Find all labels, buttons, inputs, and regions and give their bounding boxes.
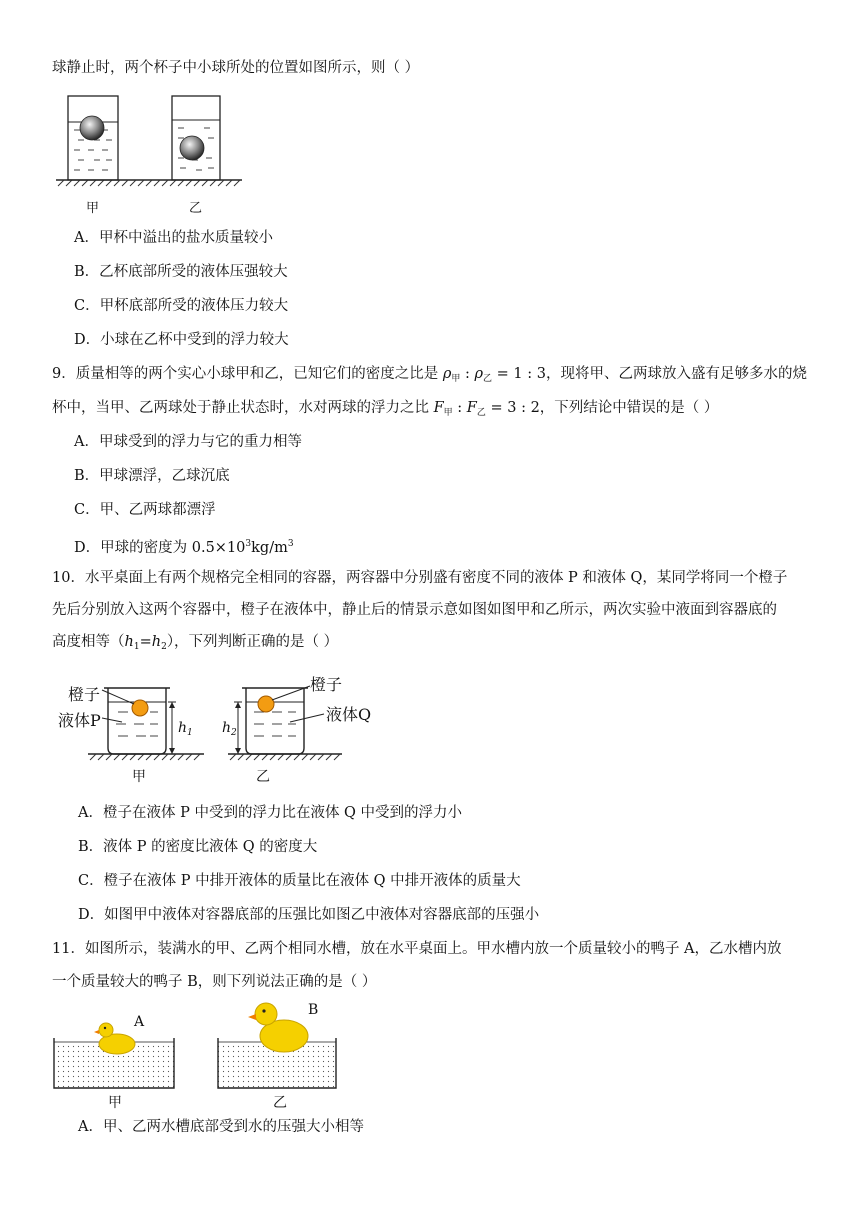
sub-1: 1 (187, 728, 193, 738)
q11-label-yi: 乙 (273, 1095, 287, 1111)
density-ratio-value: = 1 : 3 (492, 366, 546, 382)
q9-option-d-prefix: D．甲球的密度为 (74, 540, 192, 556)
sub-jia: 甲 (451, 374, 461, 384)
q8-figure (52, 92, 252, 217)
q9-option-d (74, 534, 294, 558)
q9-text: ，现将甲、乙两球放入盛有足够多水的烧 (545, 366, 807, 382)
label-liquid-q: 液体Q (326, 705, 372, 724)
q9-text: 9．质量相等的两个实心小球甲和乙，已知它们的密度之比是 (52, 366, 443, 382)
q8-option-d: D．小球在乙杯中受到的浮力较大 (74, 332, 289, 348)
orange-in-q (258, 696, 274, 712)
q8-stem-tail: 球静止时，两个杯子中小球所处的位置如图所示，则（ ） (52, 60, 420, 76)
rho-symbol: ρ (474, 366, 484, 382)
ratio-colon: : (460, 366, 475, 382)
exponent: 3 (245, 539, 252, 549)
sub-jia: 甲 (443, 408, 453, 418)
unit-exponent: 3 (287, 539, 294, 549)
q9-text: 杯中，当甲、乙两球处于静止状态时，水对两球的浮力之比 (52, 400, 434, 416)
force-symbol: F (466, 400, 477, 416)
h-symbol: h (124, 634, 134, 650)
q10-stem-line-2: 先后分别放入这两个容器中，橙子在液体中，静止后的情景示意如图如图甲和乙所示，两次实验中液面到容器底的 (52, 602, 777, 618)
q10-label-yi: 乙 (256, 769, 270, 785)
unit: kg/m (251, 540, 288, 556)
q8-option-c: C．甲杯底部所受的液体压力较大 (74, 298, 289, 314)
q9-stem-line-1 (52, 364, 807, 389)
q9-text: ，下列结论中错误的是（ ） (539, 400, 719, 416)
q10-figure (56, 668, 376, 788)
q10-text: ），下列判断正确的是（ ） (166, 634, 339, 650)
q10-option-b: B．液体 P 的密度比液体 Q 的密度大 (78, 839, 318, 855)
equals: = (139, 634, 152, 650)
q9-option-a: A．甲球受到的浮力与它的重力相等 (74, 434, 302, 450)
q8-cups-diagram (52, 92, 252, 217)
q8-option-b: B．乙杯底部所受的液体压强较大 (74, 264, 288, 280)
q11-option-a: A．甲、乙两水槽底部受到水的压强大小相等 (78, 1119, 364, 1135)
q11-tanks-diagram (52, 1000, 352, 1110)
q10-stem-line-3 (52, 632, 338, 657)
orange-in-p (132, 700, 148, 716)
q9-stem-line-2 (52, 398, 718, 423)
q8-ball-yi (180, 136, 204, 160)
label-orange-right: 橙子 (310, 675, 343, 694)
q11-stem-line-2: 一个质量较大的鸭子 B，则下列说法正确的是（ ） (52, 974, 377, 990)
q10-option-d: D．如图甲中液体对容器底部的压强比如图乙中液体对容器底部的压强小 (78, 907, 540, 923)
q10-option-a: A．橙子在液体 P 中受到的浮力比在液体 Q 中受到的浮力小 (78, 805, 463, 821)
q8-label-yi: 乙 (189, 201, 203, 216)
label-liquid-p: 液体P (58, 711, 101, 730)
label-h2 (222, 720, 237, 738)
h-symbol: h (151, 634, 162, 650)
q10-label-jia: 甲 (132, 769, 146, 785)
sub-yi: 乙 (483, 374, 493, 384)
sub-yi: 乙 (476, 408, 486, 418)
h-symbol: h (178, 720, 188, 736)
q10-stem-line-1: 10．水平桌面上有两个规格完全相同的容器，两容器中分别盛有密度不同的液体 P 和液体 Q，某同学将同一个橙子 (52, 570, 788, 586)
sub-1: 1 (133, 642, 140, 652)
h-symbol: h (222, 720, 232, 736)
q10-text: 高度相等（ (52, 634, 125, 650)
ratio-colon: : (452, 400, 467, 416)
q9-option-d-value: 0.5×10 (191, 540, 246, 556)
label-h1 (178, 720, 193, 738)
label-duck-b: B (308, 1002, 319, 1018)
force-symbol: F (433, 400, 444, 416)
sub-2: 2 (231, 728, 237, 738)
q11-label-jia: 甲 (108, 1095, 122, 1111)
rho-symbol: ρ (442, 366, 452, 382)
q8-option-a: A．甲杯中溢出的盐水质量较小 (74, 230, 273, 246)
label-duck-a: A (134, 1014, 145, 1030)
sub-2: 2 (161, 642, 167, 652)
q11-stem-line-1: 11．如图所示，装满水的甲、乙两个相同水槽，放在水平桌面上。甲水槽内放一个质量较小的鸭子 A，乙水槽内放 (52, 941, 782, 957)
q11-figure (52, 1000, 352, 1110)
q10-option-c: C．橙子在液体 P 中排开液体的质量比在液体 Q 中排开液体的质量大 (78, 873, 521, 889)
force-ratio-value: = 3 : 2 (485, 400, 540, 416)
label-orange-left: 橙子 (68, 685, 101, 704)
q9-option-b: B．甲球漂浮，乙球沉底 (74, 468, 230, 484)
q8-ball-jia (80, 116, 104, 140)
q9-option-c: C．甲、乙两球都漂浮 (74, 502, 216, 518)
q8-label-jia: 甲 (86, 201, 100, 216)
